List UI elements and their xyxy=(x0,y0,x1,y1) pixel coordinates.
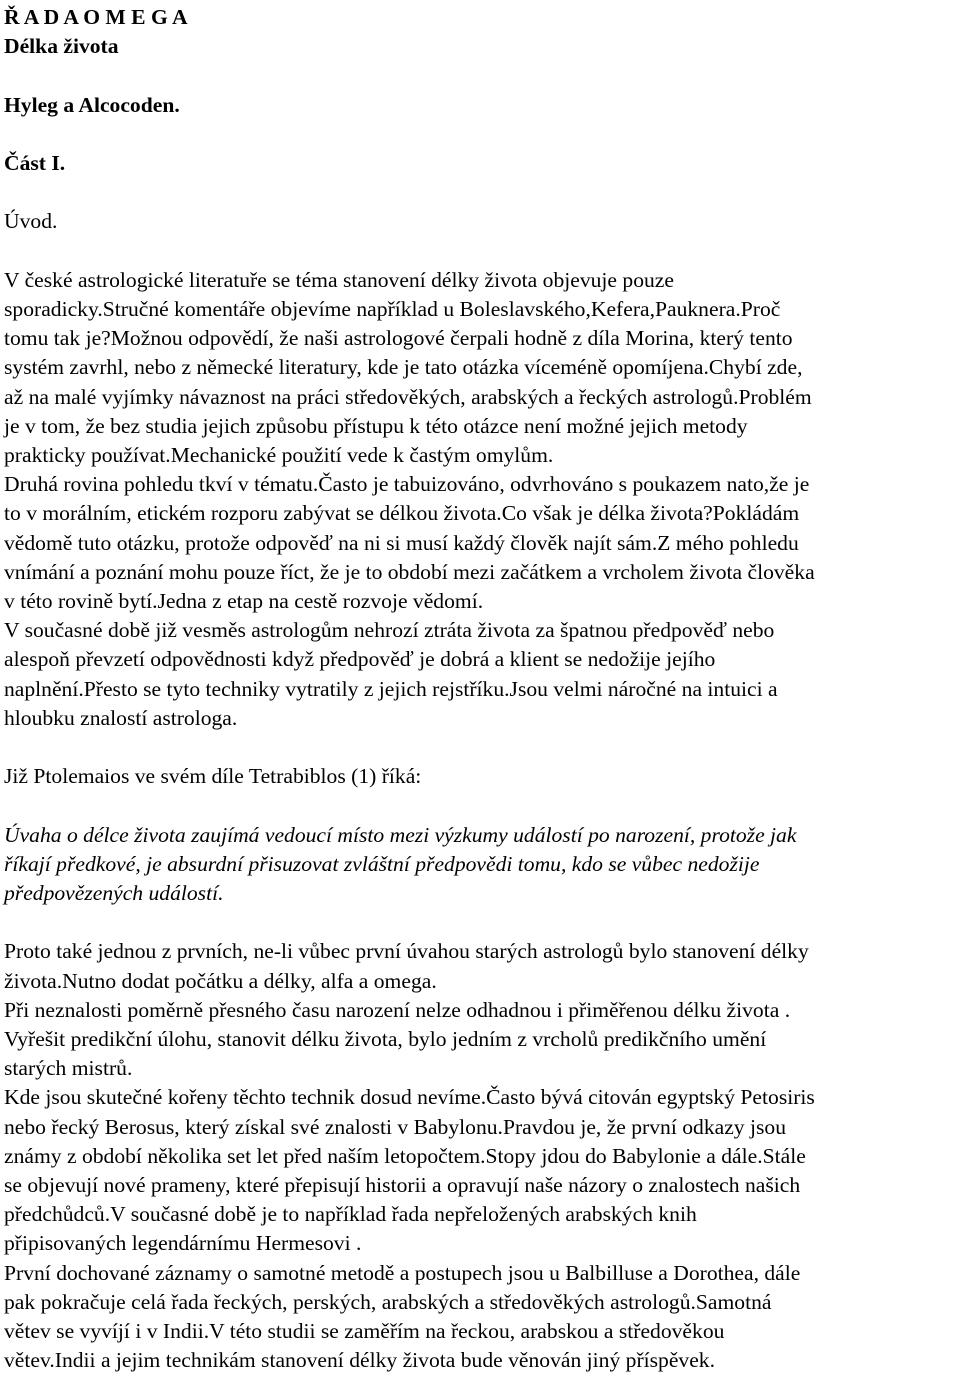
document-subtitle: Délka života xyxy=(4,34,119,59)
paragraph-6: Při neznalosti poměrně přesného času narození nelze odhadnou i přiměřenou délku života . xyxy=(4,997,791,1022)
spacer xyxy=(4,61,956,90)
paragraph-4: Již Ptolemaios ve svém díle Tetrabiblos (1) říká: xyxy=(4,764,422,789)
intro-label: Úvod. xyxy=(4,209,58,234)
paragraph-9: První dochované záznamy o samotné metodě a postupech jsou u Balbilluse a Dorothea, dále pak pokračuje celá řada řeckých, perských, arabských a středověkých astrologů.Samotná větev se vyvíjí i v Indii.V této studii se zaměřím na řeckou, arabskou a středověkou větev.Indii a jejim technikám stanovení délky života bude věnován jiný příspěvek. xyxy=(4,1260,801,1373)
paragraph-3: V současné době již vesměs astrologům nehrozí ztráta života za špatnou předpověď nebo alespoň převzetí odpovědnosti když předpověď je dobrá a klient se nedožije jejího naplnění.Přesto se tyto techniky vytratily z jejich rejstříku.Jsou velmi náročné na intuici a hloubku znalostí astrologa. xyxy=(4,618,778,730)
part-heading: Část I. xyxy=(4,150,66,175)
spacer xyxy=(4,178,956,207)
paragraph-5: Proto také jednou z prvních, ne-li vůbec první úvahou starých astrologů bylo stanovení délky života.Nutno dodat počátku a délky, alfa a omega. xyxy=(4,939,809,993)
spacer xyxy=(4,791,956,820)
paragraph-1: V české astrologické literatuře se téma stanovení délky života objevuje pouze sporadicky.Stručné komentáře objevíme například u Boleslavského,Kefera,Pauknera.Proč tomu tak je?Možnou odpovědí, že naši astrologové čerpali hodně z díla Morina, který tento systém zavrhl, nebo z německé literatury, kde je tato otázka víceméně opomíjena.Chybí zde, až na malé vyjímky návaznost na práci středověkých, arabských a řeckých astrologů.Problém je v tom, že bez studia jejich způsobu přístupu k této otázce není možné jejich metody prakticky používat.Mechanické použití vede k častým omylům. xyxy=(4,267,812,467)
topic-heading: Hyleg a Alcocoden. xyxy=(4,92,180,117)
paragraph-8: Kde jsou skutečné kořeny těchto technik dosud nevíme.Často bývá citován egyptský Petosiris nebo řecký Berosus, který získal své znalosti v Babylonu.Pravdou je, že první odkazy jsou známy z období několika set let před naším letopočtem.Stopy jdou do Babylonie a dále.Stále se objevují nové prameny, které přepisují historii a opravují naše názory o znalostech našich předchůdců.V současné době je to například řada nepřeložených arabských knih připisovaných legendárnímu Hermesovi . xyxy=(4,1085,815,1256)
paragraph-7: Vyřešit predikční úlohu, stanovit délku života, bylo jedním z vrcholů predikčního umění starých mistrů. xyxy=(4,1027,767,1081)
paragraph-2: Druhá rovina pohledu tkví v tématu.Často je tabuizováno, odvrhováno s poukazem nato,že je to v morálním, etickém rozporu zabývat se délkou života.Co však je délka života?Pokládám vědomě tuto otázku, protože odpověď na ni si musí každý člověk najít sám.Z mého pohledu vnímání a poznání mohu pouze říct, že je to období mezi začátkem a vrcholem života člověka v této rovině bytí.Jedna z etap na cestě rozvoje vědomí. xyxy=(4,472,815,613)
ptolemaios-quote: Úvaha o délce života zaujímá vedoucí místo mezi výzkumy událostí po narození, protože jak říkají předkové, je absurdní přisuzovat zvláštní předpovědi tomu, kdo se vůbec nedožije předpovězených událostí. xyxy=(4,822,797,905)
spacer xyxy=(4,237,956,266)
document-title: Ř A D A O M E G A xyxy=(4,5,188,29)
spacer xyxy=(4,908,956,937)
spacer xyxy=(4,120,956,149)
spacer xyxy=(4,733,956,762)
